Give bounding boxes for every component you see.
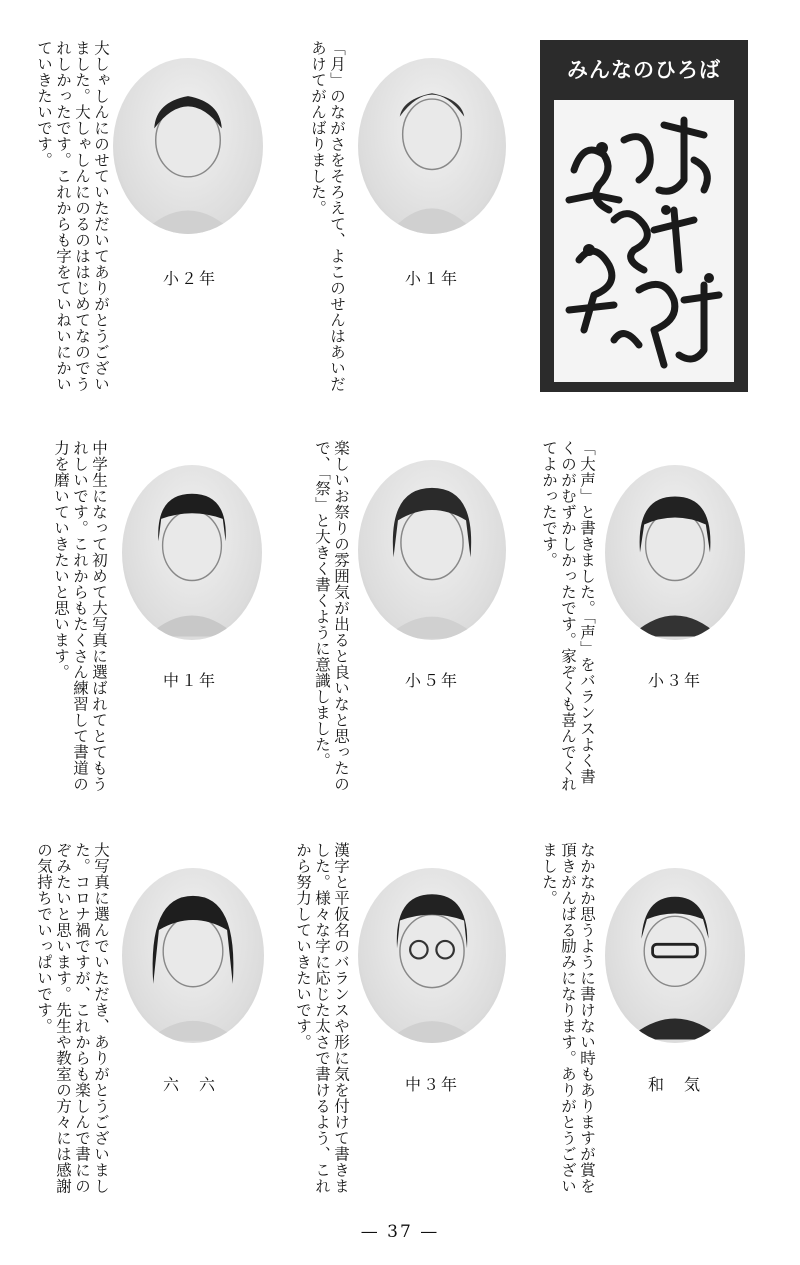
photo-sho1 [358, 58, 506, 234]
grade-label: 小３年 [647, 671, 702, 690]
comment-text: 大しゃしんにのせていただいてありがとうございました。大しゃしんにのるのははじめてなのでうれしかったです。これからも字をていねいにかいていきたいです。 [35, 40, 110, 392]
portrait-silhouette-icon [358, 460, 506, 640]
page-number: — 37 — [360, 1222, 440, 1242]
comment-text: 楽しいお祭りの雰囲気が出ると良いなと思ったので、「祭」と大きく書くように意識しました。 [313, 440, 350, 792]
portrait-silhouette-icon [358, 868, 506, 1043]
grade-label: 小２年 [162, 269, 217, 288]
photo-rokuroku [122, 868, 264, 1043]
hiroba-title: みんなのひろば [567, 58, 721, 82]
photo-sho3 [605, 465, 745, 640]
photo-sho2 [113, 58, 263, 234]
photo-wake [605, 868, 745, 1043]
portrait-silhouette-icon [605, 868, 745, 1043]
portrait-silhouette-icon [358, 58, 506, 234]
portrait-silhouette-icon [113, 58, 263, 234]
grade-label: 小１年 [404, 269, 459, 288]
photo-chu1 [122, 465, 262, 640]
comment-text: 中学生になって初めて大写真に選ばれてとてもうれしいです。これからもたくさん練習して書道の力を磨いていきたいと思います。 [52, 440, 108, 792]
hiroba-heading-block [540, 40, 748, 392]
grade-label: 六 六 [162, 1075, 217, 1094]
portrait-silhouette-icon [122, 465, 262, 640]
photo-chu3 [358, 868, 506, 1043]
grade-label: 小５年 [404, 671, 459, 690]
portrait-silhouette-icon [122, 868, 264, 1043]
calligraphy-artwork [554, 100, 734, 382]
portrait-silhouette-icon [605, 465, 745, 640]
comment-text: 「大声」と書きました。「声」をバランスよく書くのがむずかしかったです。家ぞくも喜んでくれてよかったです。 [540, 440, 596, 792]
comment-text: 「月」のながさをそろえて、よこのせんはあいだあけてがんばりました。 [309, 40, 346, 392]
comment-text: 大写真に選んでいただき、ありがとうございました。コロナ禍ですが、これからも楽しんで書にのぞみたいと思います。先生や教室の方々には感謝の気持ちでいっぱいです。 [35, 842, 110, 1194]
grade-label: 和 気 [647, 1075, 702, 1094]
comment-text: なかなか思うように書けない時もありますが賞を頂きがんばる励みになります。ありがとうございました。 [540, 842, 596, 1194]
comment-text: 漢字と平仮名のバランスや形に気を付けて書きました。様々な字に応じた太さで書けるよう、これから努力していきたいです。 [294, 842, 350, 1194]
photo-sho5 [358, 460, 506, 640]
grade-label: 中１年 [162, 671, 217, 690]
grade-label: 中３年 [404, 1075, 459, 1094]
